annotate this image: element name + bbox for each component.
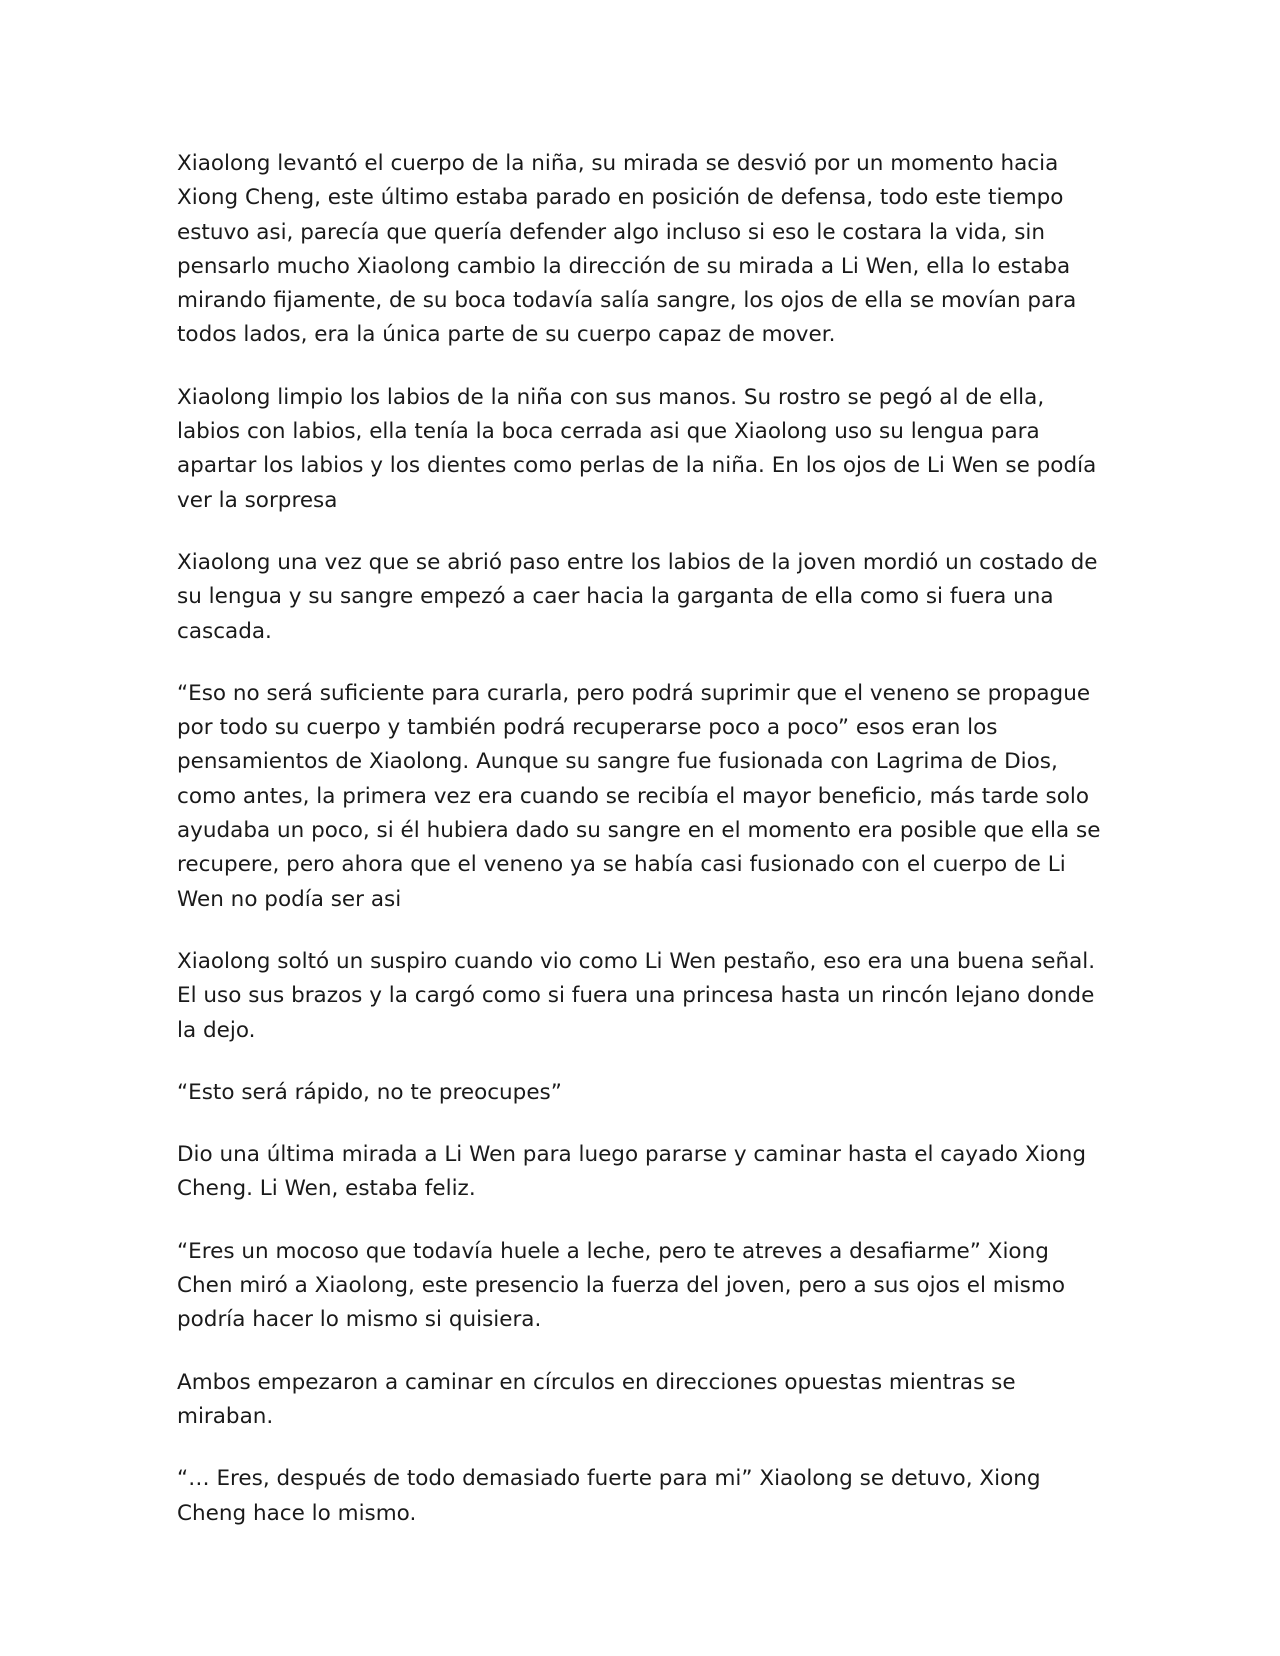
paragraph-3: Xiaolong una vez que se abrió paso entre los labios de la joven mordió un costado de su lengua y su sangre empezó a caer hacia la garganta de ella como si fuera una cascada.	[177, 549, 1098, 644]
paragraph-2: Xiaolong limpio los labios de la niña con sus manos. Su rostro se pegó al de ella, labios con labios, ella tenía la boca cerrada asi que Xiaolong uso su lengua para apartar los labios y los dientes como perlas de la niña. En los ojos de Li Wen se podía ver la sorpresa	[177, 384, 1097, 513]
paragraph-8: “Eres un mocoso que todavía huele a leche, pero te atreves a desafiarme” Xiong Chen miró a Xiaolong, este presencio la fuerza del joven, pero a sus ojos el mismo podría hacer lo mismo si quisiera.	[177, 1238, 1065, 1333]
paragraph-6: “Esto será rápido, no te preocupes”	[177, 1079, 562, 1105]
document-body	[177, 147, 1107, 1531]
paragraph-4: “Eso no será suficiente para curarla, pero podrá suprimir que el veneno se propague por todo su cuerpo y también podrá recuperarse poco a poco” esos eran los pensamientos de Xiaolong. Aunque su sangre fue fusionada con Lagrima de Dios, como antes, la primera vez era cuando se recibía el mayor beneficio, más tarde solo ayudaba un poco, si él hubiera dado su sangre en el momento era posible que ella se recupere, pero ahora que el veneno ya se había casi fusionado con el cuerpo de Li Wen no podía ser asi	[177, 680, 1101, 912]
paragraph-10: “… Eres, después de todo demasiado fuerte para mi” Xiaolong se detuvo, Xiong Cheng hace lo mismo.	[177, 1466, 1041, 1526]
paragraph-5: Xiaolong soltó un suspiro cuando vio como Li Wen pestaño, eso era una buena señal. El uso sus brazos y la cargó como si fuera una princesa hasta un rincón lejano donde la dejo.	[177, 948, 1096, 1043]
paragraph-1: Xiaolong levantó el cuerpo de la niña, su mirada se desvió por un momento hacia Xiong Cheng, este último estaba parado en posición de defensa, todo este tiempo estuvo asi, parecía que quería defender algo incluso si eso le costara la vida, sin pensarlo mucho Xiaolong cambio la dirección de su mirada a Li Wen, ella lo estaba mirando fijamente, de su boca todavía salía sangre, los ojos de ella se movían para todos lados, era la única parte de su cuerpo capaz de mover.	[177, 151, 1077, 348]
paragraph-7: Dio una última mirada a Li Wen para luego pararse y caminar hasta el cayado Xiong Cheng. Li Wen, estaba feliz.	[177, 1142, 1086, 1202]
paragraph-9: Ambos empezaron a caminar en círculos en direcciones opuestas mientras se miraban.	[177, 1369, 1016, 1429]
